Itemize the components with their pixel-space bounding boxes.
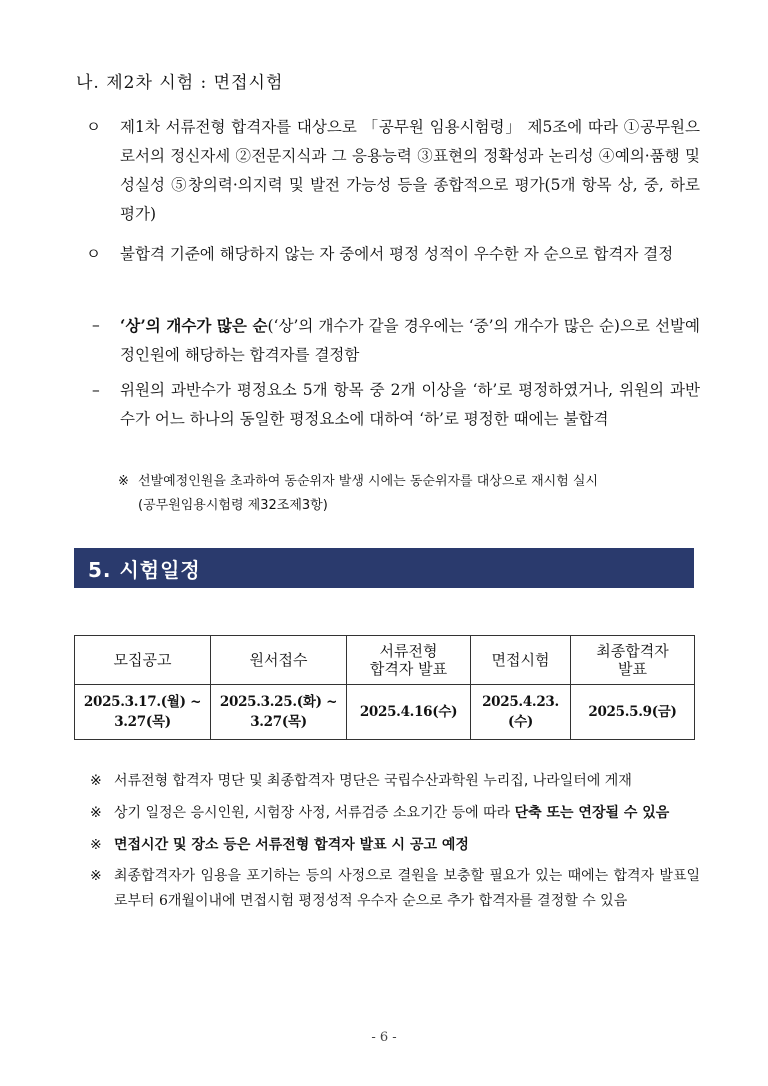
- reference-mark-icon: ※: [90, 837, 102, 853]
- dash-text: 위원의 과반수가 평정요소 5개 항목 중 2개 이상을 ‘하’로 평정하였거나, 위원의 과반수가 어느 하나의 동일한 평정요소에 대하여 ‘하’로 평정한 때에는 불합격: [120, 381, 700, 428]
- table-header-row: [75, 636, 695, 685]
- table-header-cell: 서류전형 합격자 발표: [347, 636, 471, 685]
- table-header-cell: 원서접수: [211, 636, 347, 685]
- emphasis-text: ‘상’의 개수가 많은 순: [120, 316, 268, 335]
- footnote-emphasis: 단축 또는 연장될 수 있음: [514, 805, 670, 821]
- note-line: (공무원임용시험령 제32조제3항): [138, 498, 328, 513]
- subsection-heading: 나. 제2차 시험 : 면접시험: [76, 73, 284, 93]
- section-title: 5. 시험일정: [88, 557, 201, 582]
- reference-mark-icon: ※: [90, 805, 102, 821]
- schedule-table: [74, 635, 695, 740]
- footnote-announcement: [90, 768, 700, 794]
- table-header-cell: 면접시험: [471, 636, 571, 685]
- retest-note: [118, 470, 698, 518]
- bullet-item-pass-criteria: [86, 240, 700, 269]
- reference-mark-icon: ※: [90, 868, 102, 884]
- section-title-bar: [74, 548, 694, 588]
- reference-mark-icon: ※: [90, 773, 102, 789]
- dash-text: (‘상’의 개수가 같을 경우에는 ‘중’의 개수가 많은 순)으로 선발예정인원에 해당하는 합격자를 결정함: [120, 317, 700, 364]
- footnote-text: 최종합격자가 임용을 포기하는 등의 사정으로 결원을 보충할 필요가 있는 때에는 합격자 발표일로부터 6개월이내에 면접시험 평정성적 우수자 순으로 추가 합격자를 결정할 수 있음: [114, 868, 700, 909]
- table-header-cell: 최종합격자 발표: [571, 636, 695, 685]
- footnote-additional-pass: [90, 864, 700, 914]
- table-cell: 2025.3.17.(월) ~ 3.27(목): [75, 685, 211, 740]
- dash-item-fail-rule: [92, 376, 700, 434]
- bullet-item-evaluation: [86, 113, 700, 229]
- circle-bullet-icon: ㅇ: [86, 245, 101, 263]
- table-cell: 2025.4.16(수): [347, 685, 471, 740]
- table-row: [75, 685, 695, 740]
- table-cell: 2025.3.25.(화) ~ 3.27(목): [211, 685, 347, 740]
- dash-bullet-icon: –: [92, 381, 100, 399]
- dash-bullet-icon: –: [92, 316, 100, 334]
- table-cell: 2025.5.9(금): [571, 685, 695, 740]
- table-cell: 2025.4.23.(수): [471, 685, 571, 740]
- table-header-cell: 모집공고: [75, 636, 211, 685]
- bullet-text: 제1차 서류전형 합격자를 대상으로 「공무원 임용시험령」 제5조에 따라 ①공무원으로서의 정신자세 ②전문지식과 그 응용능력 ③표현의 정확성과 논리성 ④예의·품행 및 성실성 ⑤창의력·의지력 및 발전 가능성 등을 종합적으로 평가(5개 항목 상, 중, 하로 평가): [120, 118, 700, 223]
- footnote-emphasis: 면접시간 및 장소 등은 서류전형 합격자 발표 시 공고 예정: [114, 837, 469, 853]
- footnote-text: 상기 일정은 응시인원, 시험장 사정, 서류검증 소요기간 등에 따라: [114, 805, 515, 821]
- footnote-text: 서류전형 합격자 명단 및 최종합격자 명단은 국립수산과학원 누리집, 나라일터에 게재: [114, 773, 632, 789]
- footnote-schedule-change: [90, 800, 700, 826]
- circle-bullet-icon: ㅇ: [86, 118, 101, 136]
- reference-mark-icon: ※: [118, 474, 129, 489]
- footnote-interview-notice: [90, 832, 700, 858]
- bullet-text: 불합격 기준에 해당하지 않는 자 중에서 평정 성적이 우수한 자 순으로 합격자 결정: [120, 245, 674, 263]
- page-number: - 6 -: [371, 1030, 397, 1045]
- note-line: 선발예정인원을 초과하여 동순위자 발생 시에는 동순위자를 대상으로 재시험 실시: [138, 474, 599, 489]
- dash-item-ranking: [92, 311, 700, 370]
